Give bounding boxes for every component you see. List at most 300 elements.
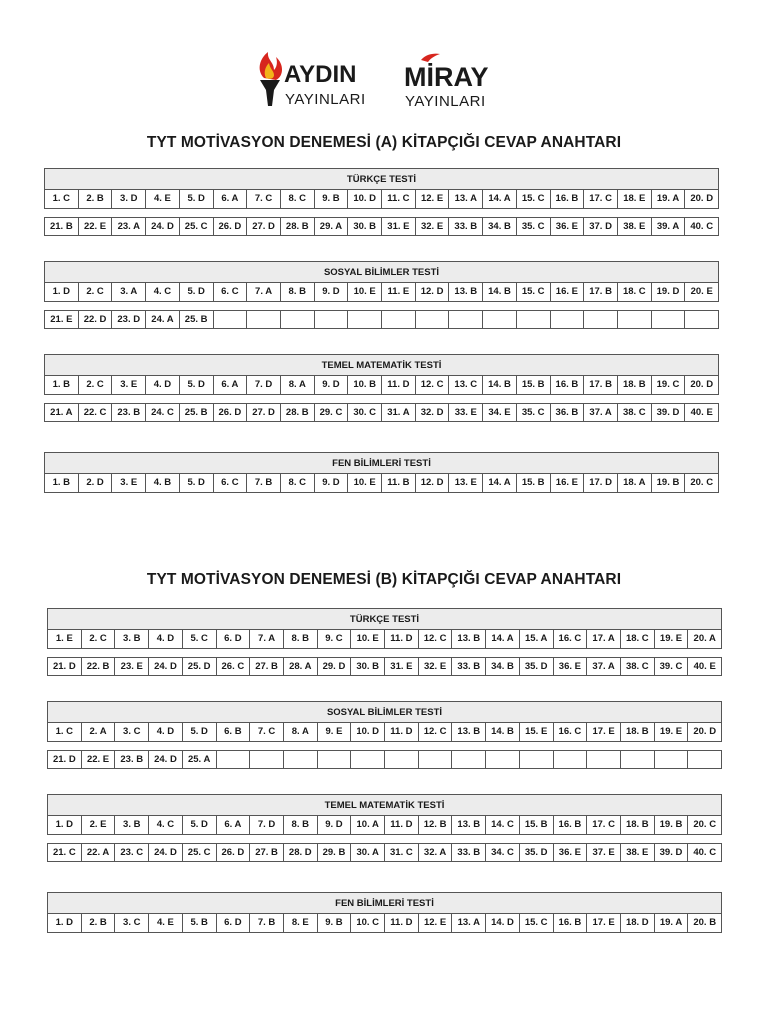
answer-cell: 9. B — [317, 914, 351, 932]
booklet-a-matematik-table — [44, 354, 719, 422]
answer-cell — [550, 311, 584, 328]
answer-cell — [519, 751, 553, 768]
answer-cell: 9. C — [317, 630, 351, 648]
answer-cell: 33. B — [448, 218, 482, 235]
answer-cell — [516, 311, 550, 328]
answer-cell — [451, 751, 485, 768]
answer-row — [47, 630, 722, 649]
answer-cell: 30. A — [350, 844, 384, 861]
booklet-a-sosyal-table — [44, 261, 719, 329]
answer-cell: 39. D — [654, 844, 688, 861]
answer-row — [47, 816, 722, 835]
answer-cell: 23. E — [114, 658, 148, 675]
answer-cell: 23. B — [111, 404, 145, 421]
answer-cell: 17. C — [583, 190, 617, 208]
answer-cell: 8. B — [283, 630, 317, 648]
answer-row — [47, 914, 722, 933]
answer-cell: 3. C — [114, 914, 148, 932]
answer-cell: 14. C — [485, 816, 519, 834]
answer-cell: 5. D — [179, 190, 213, 208]
answer-cell: 7. A — [249, 630, 283, 648]
answer-row — [47, 657, 722, 676]
answer-cell: 23. C — [114, 844, 148, 861]
answer-cell — [350, 751, 384, 768]
answer-cell: 12. B — [418, 816, 452, 834]
answer-cell: 1. C — [55, 726, 74, 737]
answer-cell: 7. C — [246, 190, 280, 208]
answer-cell — [246, 311, 280, 328]
answer-cell: 23. A — [111, 218, 145, 235]
answer-cell: 29. C — [314, 404, 348, 421]
answer-cell: 5. D — [179, 376, 213, 394]
answer-cell: 18. B — [617, 376, 651, 394]
answer-cell: 27. B — [249, 658, 283, 675]
answer-cell: 5. D — [182, 816, 216, 834]
answer-cell: 25. A — [182, 751, 216, 768]
answer-cell: 28. B — [280, 404, 314, 421]
answer-cell: 37. A — [586, 658, 620, 675]
answer-cell: 14. A — [485, 630, 519, 648]
answer-cell: 4. C — [148, 816, 182, 834]
booklet-a-title: TYT MOTİVASYON DENEMESİ (A) KİTAPÇIĞI CEVAP ANAHTARI — [146, 134, 622, 151]
answer-cell: 3. A — [111, 283, 145, 301]
answer-cell: 11. B — [381, 474, 415, 492]
answer-cell: 14. D — [485, 914, 519, 932]
answer-cell: 33. B — [451, 844, 485, 861]
answer-cell: 1. D — [52, 286, 71, 297]
answer-cell — [553, 751, 587, 768]
answer-cell: 19. A — [651, 190, 685, 208]
answer-cell: 32. E — [418, 658, 452, 675]
answer-cell: 4. B — [145, 474, 179, 492]
answer-cell: 11. D — [381, 376, 415, 394]
answer-cell: 32. E — [415, 218, 449, 235]
answer-row — [47, 723, 722, 742]
answer-cell — [651, 311, 685, 328]
answer-cell: 3. E — [111, 376, 145, 394]
answer-cell: 18. E — [617, 190, 651, 208]
answer-cell: 32. A — [418, 844, 452, 861]
answer-cell: 11. D — [384, 914, 418, 932]
answer-cell: 12. C — [418, 630, 452, 648]
answer-cell: 16. B — [550, 376, 584, 394]
answer-cell: 27. D — [246, 404, 280, 421]
torch-icon — [260, 80, 280, 106]
answer-cell: 7. C — [249, 723, 283, 741]
answer-cell: 22. A — [81, 844, 115, 861]
answer-cell: 27. D — [246, 218, 280, 235]
booklet-b-matematik-table — [47, 794, 722, 862]
answer-cell: 34. B — [482, 218, 516, 235]
answer-cell: 10. A — [350, 816, 384, 834]
answer-cell: 12. E — [415, 190, 449, 208]
answer-cell: 20. B — [687, 914, 721, 932]
booklet-b-title: TYT MOTİVASYON DENEMESİ (B) KİTAPÇIĞI CEVAP ANAHTARI — [146, 571, 622, 588]
answer-row — [44, 376, 719, 395]
answer-row — [44, 310, 719, 329]
answer-cell: 1. B — [52, 477, 71, 488]
answer-cell: 7. B — [249, 914, 283, 932]
answer-cell: 9. D — [314, 376, 348, 394]
answer-cell — [314, 311, 348, 328]
answer-cell: 8. A — [280, 376, 314, 394]
answer-cell: 4. D — [145, 376, 179, 394]
answer-cell: 15. B — [516, 474, 550, 492]
answer-cell: 23. D — [111, 311, 145, 328]
answer-cell — [687, 751, 721, 768]
answer-cell: 10. D — [347, 190, 381, 208]
answer-cell: 5. B — [182, 914, 216, 932]
answer-cell: 4. D — [148, 630, 182, 648]
answer-cell: 24. C — [145, 404, 179, 421]
answer-cell — [583, 311, 617, 328]
answer-cell: 6. D — [216, 914, 250, 932]
answer-cell: 13. A — [448, 190, 482, 208]
answer-cell: 16. C — [553, 630, 587, 648]
answer-cell: 20. E — [684, 283, 718, 301]
answer-cell: 40. C — [687, 844, 721, 861]
answer-cell: 25. B — [179, 404, 213, 421]
answer-cell: 30. C — [347, 404, 381, 421]
answer-cell: 8. E — [283, 914, 317, 932]
answer-cell: 11. D — [384, 723, 418, 741]
answer-cell: 24. D — [148, 844, 182, 861]
answer-cell — [448, 311, 482, 328]
answer-cell: 14. B — [482, 376, 516, 394]
answer-cell: 3. E — [111, 474, 145, 492]
answer-cell: 2. E — [81, 816, 115, 834]
answer-cell: 30. B — [347, 218, 381, 235]
answer-cell — [415, 311, 449, 328]
answer-cell: 17. A — [586, 630, 620, 648]
answer-cell: 38. E — [617, 218, 651, 235]
svg-text:AYDIN: AYDIN — [284, 61, 357, 88]
answer-cell — [249, 751, 283, 768]
answer-cell: 21. A — [50, 407, 73, 418]
answer-cell: 33. E — [448, 404, 482, 421]
answer-cell: 17. E — [586, 914, 620, 932]
answer-cell: 10. B — [347, 376, 381, 394]
answer-cell: 18. B — [620, 723, 654, 741]
answer-cell: 17. C — [586, 816, 620, 834]
answer-cell: 4. E — [145, 190, 179, 208]
answer-cell: 38. C — [620, 658, 654, 675]
answer-cell: 37. D — [583, 218, 617, 235]
answer-cell: 34. E — [482, 404, 516, 421]
answer-cell: 18. B — [620, 816, 654, 834]
answer-cell: 2. A — [81, 723, 115, 741]
answer-cell: 31. E — [384, 658, 418, 675]
answer-cell: 6. A — [213, 190, 247, 208]
answer-cell — [684, 311, 718, 328]
answer-cell: 14. A — [482, 190, 516, 208]
answer-cell — [482, 311, 516, 328]
test-header: TÜRKÇE TESTİ — [47, 608, 722, 630]
svg-text:YAYINLARI: YAYINLARI — [405, 93, 486, 108]
answer-cell: 22. E — [81, 751, 115, 768]
answer-cell: 19. B — [654, 816, 688, 834]
answer-cell — [485, 751, 519, 768]
answer-cell: 5. D — [182, 723, 216, 741]
answer-cell: 16. B — [553, 816, 587, 834]
answer-row — [44, 217, 719, 236]
booklet-a-fen-table — [44, 452, 719, 493]
answer-cell: 9. E — [317, 723, 351, 741]
answer-cell: 11. E — [381, 283, 415, 301]
answer-cell: 15. C — [516, 283, 550, 301]
answer-cell: 6. A — [213, 376, 247, 394]
answer-cell: 2. C — [81, 630, 115, 648]
answer-cell: 31. E — [381, 218, 415, 235]
svg-text:MİRAY: MİRAY — [404, 62, 489, 92]
answer-cell: 29. D — [317, 658, 351, 675]
svg-text:YAYINLARI: YAYINLARI — [285, 91, 366, 108]
answer-cell: 13. B — [451, 630, 485, 648]
answer-cell: 22. E — [78, 218, 112, 235]
test-header: SOSYAL BİLİMLER TESTİ — [47, 701, 722, 723]
answer-cell: 21. D — [52, 754, 76, 765]
answer-cell: 8. B — [280, 283, 314, 301]
answer-cell: 15. C — [519, 914, 553, 932]
answer-cell: 35. D — [519, 844, 553, 861]
answer-cell: 7. D — [249, 816, 283, 834]
answer-cell: 3. D — [111, 190, 145, 208]
answer-cell: 13. B — [448, 283, 482, 301]
answer-cell: 25. C — [179, 218, 213, 235]
answer-cell: 5. D — [179, 474, 213, 492]
answer-cell: 16. E — [550, 283, 584, 301]
answer-cell: 20. D — [684, 190, 718, 208]
answer-cell — [347, 311, 381, 328]
answer-row — [44, 474, 719, 493]
answer-cell: 10. E — [347, 474, 381, 492]
answer-cell: 23. B — [114, 751, 148, 768]
answer-cell: 16. B — [553, 914, 587, 932]
answer-cell: 20. C — [684, 474, 718, 492]
answer-cell: 31. C — [384, 844, 418, 861]
answer-cell: 24. D — [145, 218, 179, 235]
answer-cell: 34. C — [485, 844, 519, 861]
answer-cell: 1. D — [55, 819, 74, 830]
answer-cell: 40. E — [684, 404, 718, 421]
answer-cell: 39. A — [651, 218, 685, 235]
answer-cell: 40. C — [684, 218, 718, 235]
answer-cell: 6. A — [216, 816, 250, 834]
aydin-yayinlari-logo — [254, 48, 372, 110]
answer-cell: 10. D — [350, 723, 384, 741]
answer-cell: 3. B — [114, 816, 148, 834]
answer-cell: 39. C — [654, 658, 688, 675]
answer-cell: 24. D — [148, 751, 182, 768]
answer-cell: 30. B — [350, 658, 384, 675]
answer-cell: 6. D — [216, 630, 250, 648]
answer-cell: 7. D — [246, 376, 280, 394]
answer-cell: 21. B — [49, 221, 73, 232]
answer-cell: 26. D — [213, 404, 247, 421]
answer-cell: 2. B — [81, 914, 115, 932]
answer-cell: 14. B — [482, 283, 516, 301]
answer-cell: 20. D — [687, 723, 721, 741]
answer-cell: 17. E — [586, 723, 620, 741]
answer-cell: 11. D — [384, 816, 418, 834]
answer-cell: 16. E — [550, 474, 584, 492]
answer-cell — [384, 751, 418, 768]
answer-cell: 1. D — [55, 917, 74, 928]
answer-cell: 14. A — [482, 474, 516, 492]
answer-cell — [381, 311, 415, 328]
answer-row — [44, 283, 719, 302]
answer-cell: 6. C — [213, 283, 247, 301]
answer-cell: 37. A — [583, 404, 617, 421]
answer-cell: 4. E — [148, 914, 182, 932]
answer-cell: 36. B — [550, 404, 584, 421]
answer-cell: 4. C — [145, 283, 179, 301]
answer-cell: 10. E — [350, 630, 384, 648]
answer-cell: 26. D — [216, 844, 250, 861]
test-header: TEMEL MATEMATİK TESTİ — [47, 794, 722, 816]
answer-cell — [213, 311, 247, 328]
answer-cell: 17. B — [583, 376, 617, 394]
answer-cell: 22. C — [78, 404, 112, 421]
answer-cell: 10. E — [347, 283, 381, 301]
test-header: TÜRKÇE TESTİ — [44, 168, 719, 190]
answer-cell: 24. A — [145, 311, 179, 328]
answer-cell — [586, 751, 620, 768]
answer-cell: 18. C — [617, 283, 651, 301]
answer-cell: 2. D — [78, 474, 112, 492]
answer-cell: 13. E — [448, 474, 482, 492]
answer-cell: 5. C — [182, 630, 216, 648]
answer-cell: 7. B — [246, 474, 280, 492]
answer-cell: 19. D — [651, 283, 685, 301]
answer-cell: 12. E — [418, 914, 452, 932]
answer-cell: 38. E — [620, 844, 654, 861]
answer-cell: 36. E — [550, 218, 584, 235]
answer-cell — [317, 751, 351, 768]
answer-cell — [654, 751, 688, 768]
answer-cell: 21. C — [52, 847, 76, 858]
answer-cell: 35. D — [519, 658, 553, 675]
answer-cell: 8. B — [283, 816, 317, 834]
answer-cell: 9. D — [317, 816, 351, 834]
answer-cell: 10. C — [350, 914, 384, 932]
answer-cell: 13. B — [451, 723, 485, 741]
answer-cell: 25. D — [182, 658, 216, 675]
answer-cell: 39. D — [651, 404, 685, 421]
answer-cell: 4. D — [148, 723, 182, 741]
answer-cell: 15. C — [516, 190, 550, 208]
answer-cell: 15. B — [516, 376, 550, 394]
answer-cell: 9. D — [314, 283, 348, 301]
answer-row — [44, 190, 719, 209]
answer-cell: 19. A — [654, 914, 688, 932]
answer-cell — [283, 751, 317, 768]
answer-cell: 1. E — [55, 633, 73, 644]
answer-cell: 22. B — [81, 658, 115, 675]
answer-cell: 18. A — [617, 474, 651, 492]
answer-cell: 25. C — [182, 844, 216, 861]
answer-cell: 36. E — [553, 844, 587, 861]
answer-cell: 3. B — [114, 630, 148, 648]
answer-cell: 12. C — [415, 376, 449, 394]
answer-cell: 1. C — [52, 193, 71, 204]
answer-cell: 15. B — [519, 816, 553, 834]
answer-cell — [418, 751, 452, 768]
answer-cell: 6. B — [216, 723, 250, 741]
answer-row — [47, 843, 722, 862]
answer-cell: 15. E — [519, 723, 553, 741]
answer-cell: 18. C — [620, 630, 654, 648]
answer-cell: 32. D — [415, 404, 449, 421]
answer-cell: 28. A — [283, 658, 317, 675]
answer-cell — [617, 311, 651, 328]
answer-cell: 2. B — [78, 190, 112, 208]
answer-cell: 38. C — [617, 404, 651, 421]
answer-cell: 6. C — [213, 474, 247, 492]
answer-cell: 27. B — [249, 844, 283, 861]
answer-row — [47, 750, 722, 769]
answer-cell: 13. B — [451, 816, 485, 834]
answer-cell: 25. B — [179, 311, 213, 328]
answer-cell: 17. B — [583, 283, 617, 301]
answer-cell: 36. E — [553, 658, 587, 675]
answer-cell: 8. C — [280, 474, 314, 492]
answer-cell: 35. C — [516, 218, 550, 235]
test-header: TEMEL MATEMATİK TESTİ — [44, 354, 719, 376]
answer-cell: 20. C — [687, 816, 721, 834]
answer-cell: 16. C — [553, 723, 587, 741]
answer-cell: 18. D — [620, 914, 654, 932]
booklet-b-turkce-table — [47, 608, 722, 676]
booklet-b-fen-table — [47, 892, 722, 933]
answer-cell: 19. E — [654, 630, 688, 648]
answer-cell: 5. D — [179, 283, 213, 301]
booklet-a-turkce-table — [44, 168, 719, 236]
test-header: FEN BİLİMLERİ TESTİ — [47, 892, 722, 914]
answer-cell: 33. B — [451, 658, 485, 675]
answer-cell: 9. B — [314, 190, 348, 208]
answer-cell: 31. A — [381, 404, 415, 421]
answer-cell: 13. C — [448, 376, 482, 394]
answer-cell: 20. A — [687, 630, 721, 648]
test-header: FEN BİLİMLERİ TESTİ — [44, 452, 719, 474]
answer-cell: 11. D — [384, 630, 418, 648]
answer-cell: 3. C — [114, 723, 148, 741]
answer-cell: 28. B — [280, 218, 314, 235]
answer-cell: 2. C — [78, 283, 112, 301]
answer-cell: 12. C — [418, 723, 452, 741]
answer-cell: 21. D — [52, 661, 76, 672]
answer-cell: 24. D — [148, 658, 182, 675]
miray-yayinlari-logo — [402, 52, 512, 108]
publisher-logos — [0, 48, 768, 112]
answer-cell: 20. D — [684, 376, 718, 394]
answer-cell: 11. C — [381, 190, 415, 208]
bird-icon — [421, 54, 440, 62]
answer-cell: 19. E — [654, 723, 688, 741]
answer-cell: 12. D — [415, 474, 449, 492]
answer-cell: 35. C — [516, 404, 550, 421]
answer-cell: 26. D — [213, 218, 247, 235]
booklet-b-sosyal-table — [47, 701, 722, 769]
answer-cell: 8. C — [280, 190, 314, 208]
answer-cell: 8. A — [283, 723, 317, 741]
answer-cell: 1. B — [52, 379, 71, 390]
answer-cell: 29. B — [317, 844, 351, 861]
answer-cell: 2. C — [78, 376, 112, 394]
answer-cell: 26. C — [216, 658, 250, 675]
answer-cell: 14. B — [485, 723, 519, 741]
